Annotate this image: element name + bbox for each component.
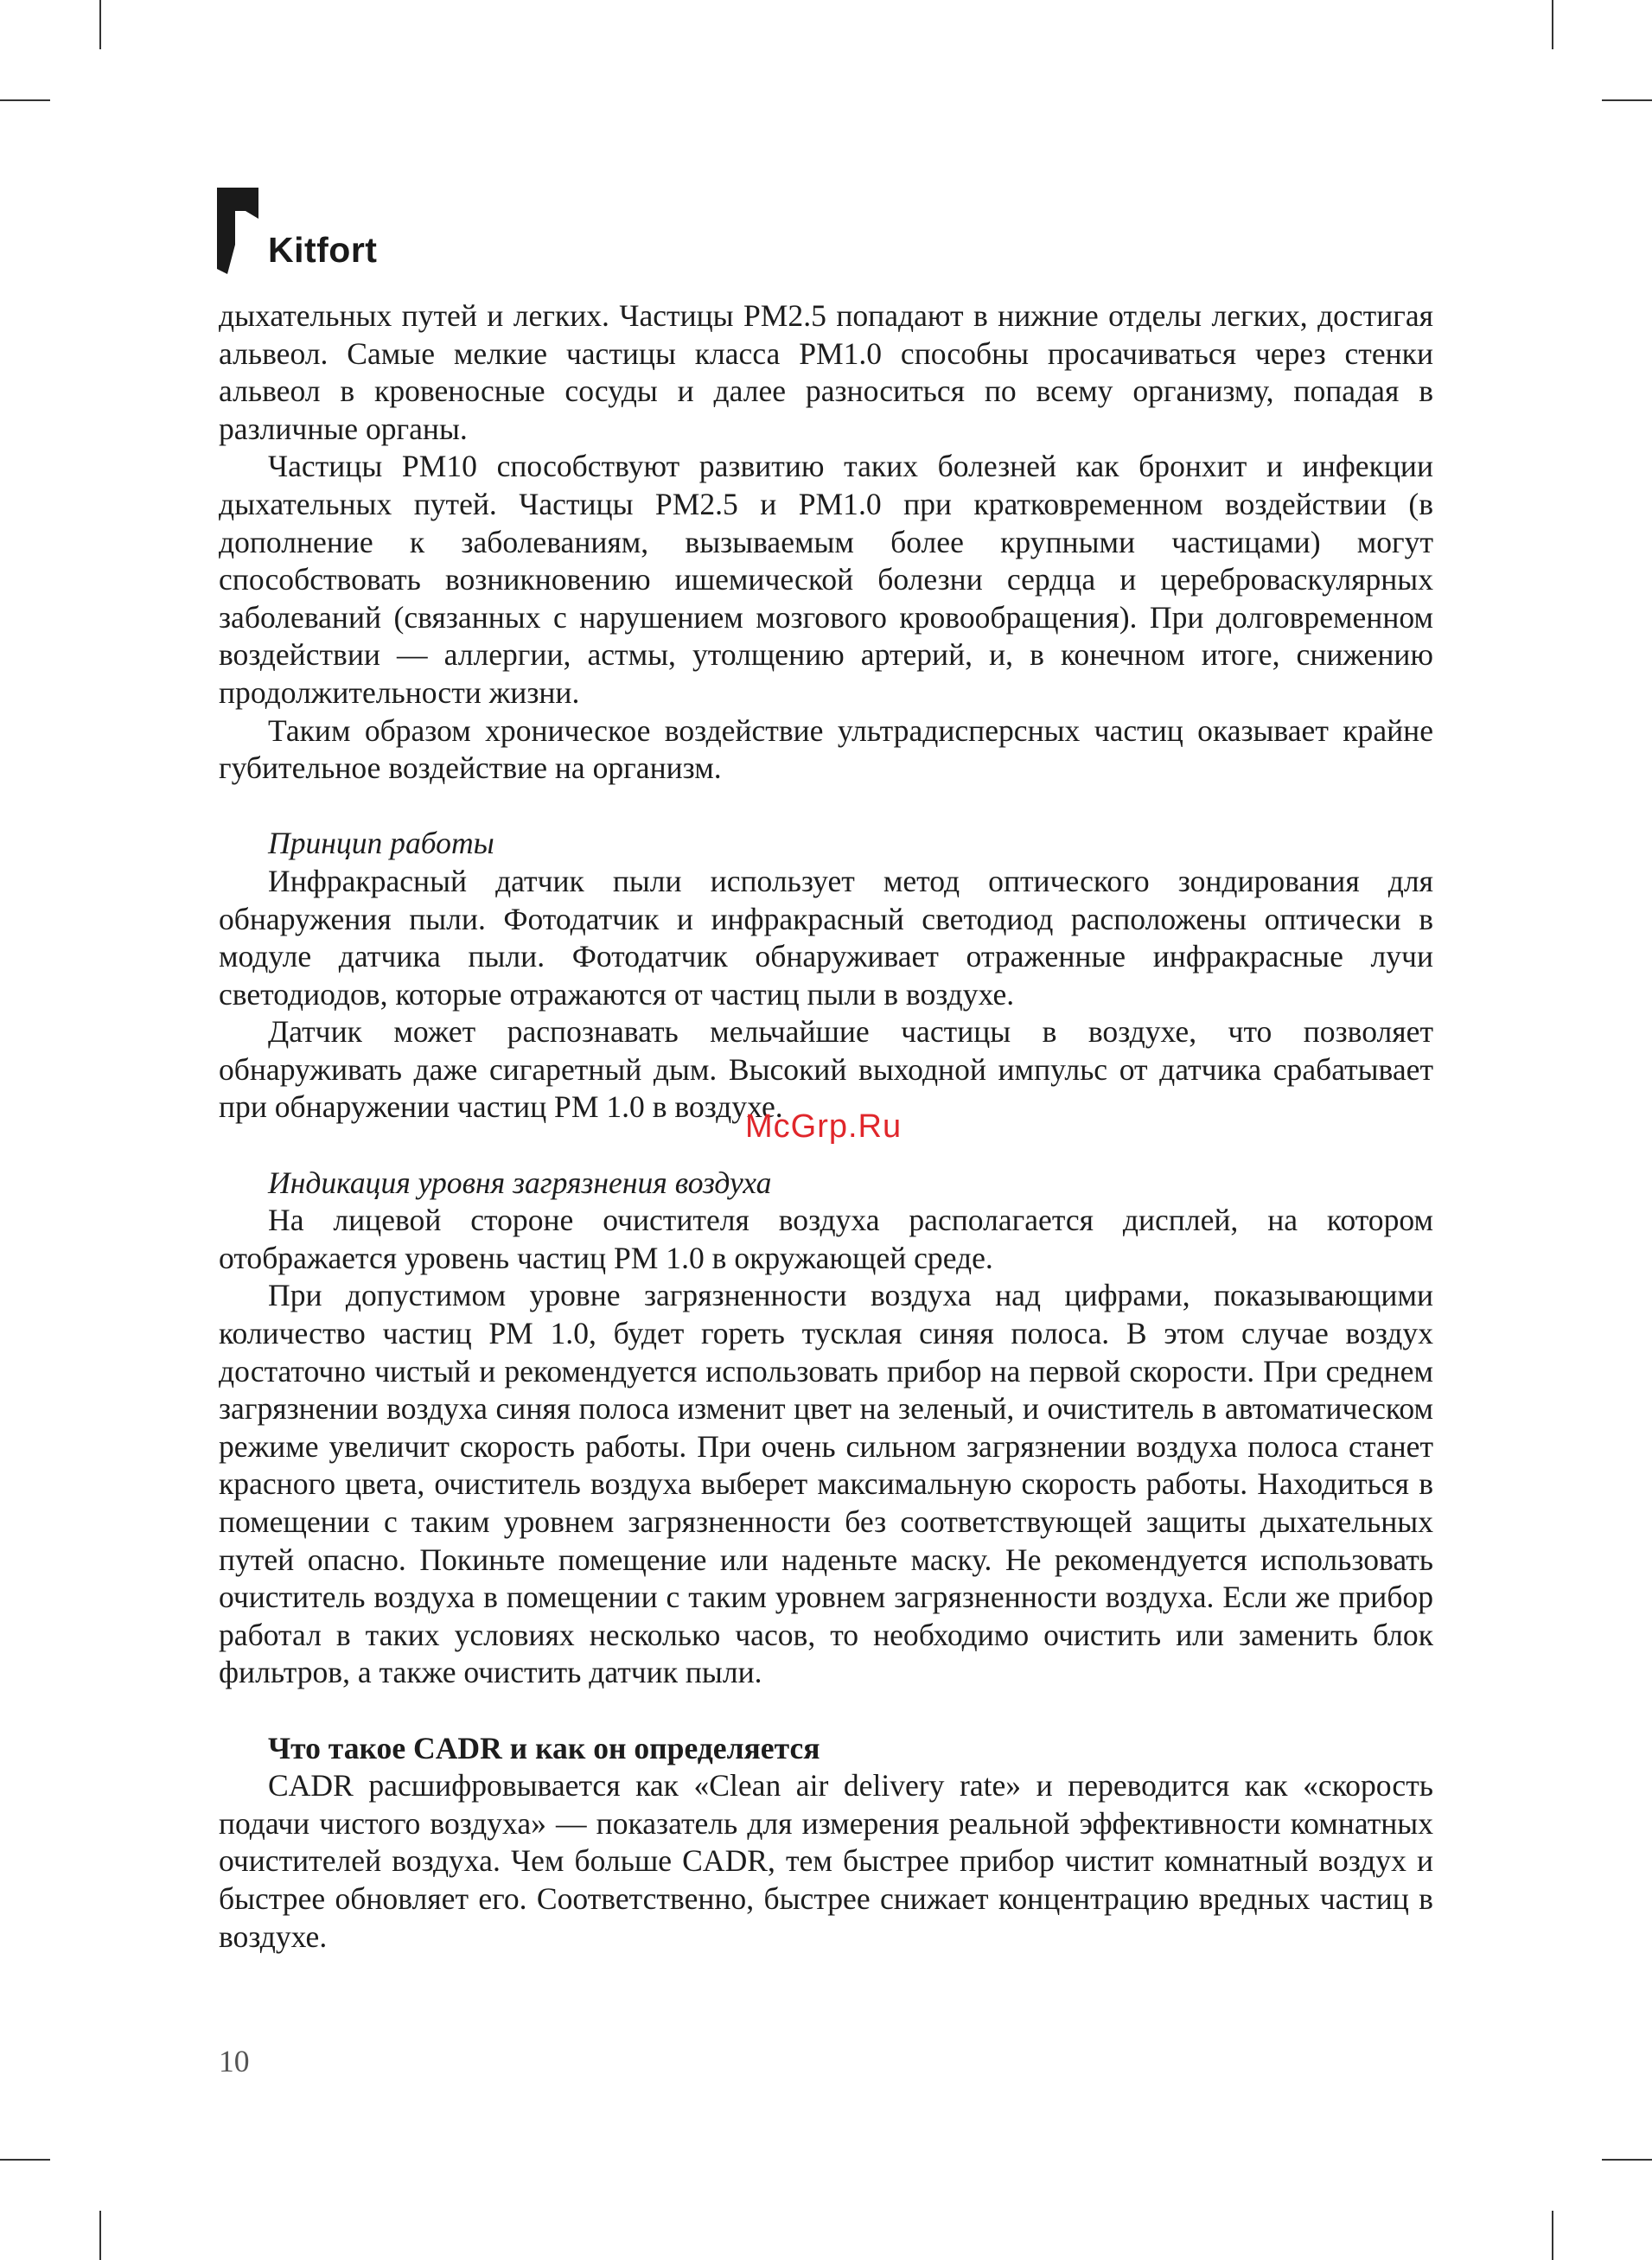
paragraph: На лицевой стороне очистителя воздуха располагается дисплей, на котором отображается уровень частиц PM 1.0 в окружающей среде.: [219, 1203, 1433, 1275]
paragraph: Таким образом хроническое воздействие ультрадисперсных частиц оказывает крайне губительное воздействие на организм.: [219, 712, 1433, 786]
crop-mark: [0, 2159, 50, 2161]
section-heading-indication: Индикация уровня загрязнения воздуха: [268, 1165, 772, 1200]
crop-mark: [1602, 2159, 1652, 2161]
paragraph: CADR расшифровывается как «Clean air delivery rate» и переводится как «скорость подачи чистого воздуха» — показатель для измерения реальной эффективности комнатных очистителей воздуха. Чем больше CADR, тем быстрее прибор чистит комнатный воздух и быстрее обновляет его. Соответственно, быстрее снижает концентрацию вредных частиц в воздухе.: [219, 1768, 1433, 1954]
crop-mark: [1602, 99, 1652, 101]
crop-mark: [99, 0, 101, 49]
paragraph: Инфракрасный датчик пыли использует метод оптического зондирования для обнаружения пыли. Фотодатчик и инфракрасный светодиод расположены оптически в модуле датчика пыли. Фотодатчик обнаруживает отраженные инфракрасные лучи светодиодов, которые отражаются от частиц пыли в воздухе.: [219, 863, 1433, 1012]
paragraph: дыхательных путей и легких. Частицы PM2.5 попадают в нижние отделы легких, достигая альвеол. Самые мелкие частицы класса PM1.0 способны просачиваться через стенки альвеол в кровеносные сосуды и далее разноситься по всему организму, попадая в различные органы.: [219, 298, 1433, 446]
crop-mark: [0, 99, 50, 101]
crop-mark: [1552, 2211, 1553, 2260]
crop-mark: [99, 2211, 101, 2260]
paragraph: При допустимом уровне загрязненности воздуха над цифрами, показывающими количество частиц PM 1.0, будет гореть тусклая синяя полоса. В этом случае воздух достаточно чистый и рекомендуется использовать прибор на первой скорости. При среднем загрязнении воздуха синяя полоса изменит цвет на зеленый, и очиститель в автоматическом режиме увеличит скорость работы. При очень сильном загрязнении воздуха полоса станет красного цвета, очиститель воздуха выберет максимальную скорость работы. Находиться в помещении с таким уровнем загрязненности без соответствующей защиты дыхательных путей опасно. Покиньте помещение или наденьте маску. Не рекомендуется использовать очиститель воздуха в помещении с таким уровнем загрязненности воздуха. Если же прибор работал в таких условиях несколько часов, то необходимо очистить или заменить блок фильтров, а также очистить датчик пыли.: [219, 1278, 1433, 1690]
brand-name: Kitfort: [268, 230, 378, 270]
page-number: 10: [219, 2044, 250, 2078]
watermark: McGrp.Ru: [745, 1108, 903, 1145]
section-heading-principle: Принцип работы: [268, 826, 494, 861]
crop-mark: [1552, 0, 1553, 49]
section-heading-cadr: Что такое CADR и как он определяется: [268, 1730, 820, 1765]
paragraph: Датчик может распознавать мельчайшие частицы в воздухе, что позволяет обнаруживать даже сигаретный дым. Высокий выходной импульс от датчика срабатывает при обнаружении частиц PM 1.0 в воздухе.: [219, 1014, 1433, 1125]
paragraph: Частицы PM10 способствуют развитию таких болезней как бронхит и инфекции дыхательных путей. Частицы PM2.5 и PM1.0 при кратковременном воздействии (в дополнение к заболеваниям, вызываемым более крупными частицами) могут способствовать возникновению ишемической болезни сердца и цереброваскулярных заболеваний (связанных с нарушением мозгового кровообращения). При долговременном воздействии — аллергии, астмы, утолщению артерий, и, в конечном итоге, снижению продолжительности жизни.: [219, 449, 1433, 710]
